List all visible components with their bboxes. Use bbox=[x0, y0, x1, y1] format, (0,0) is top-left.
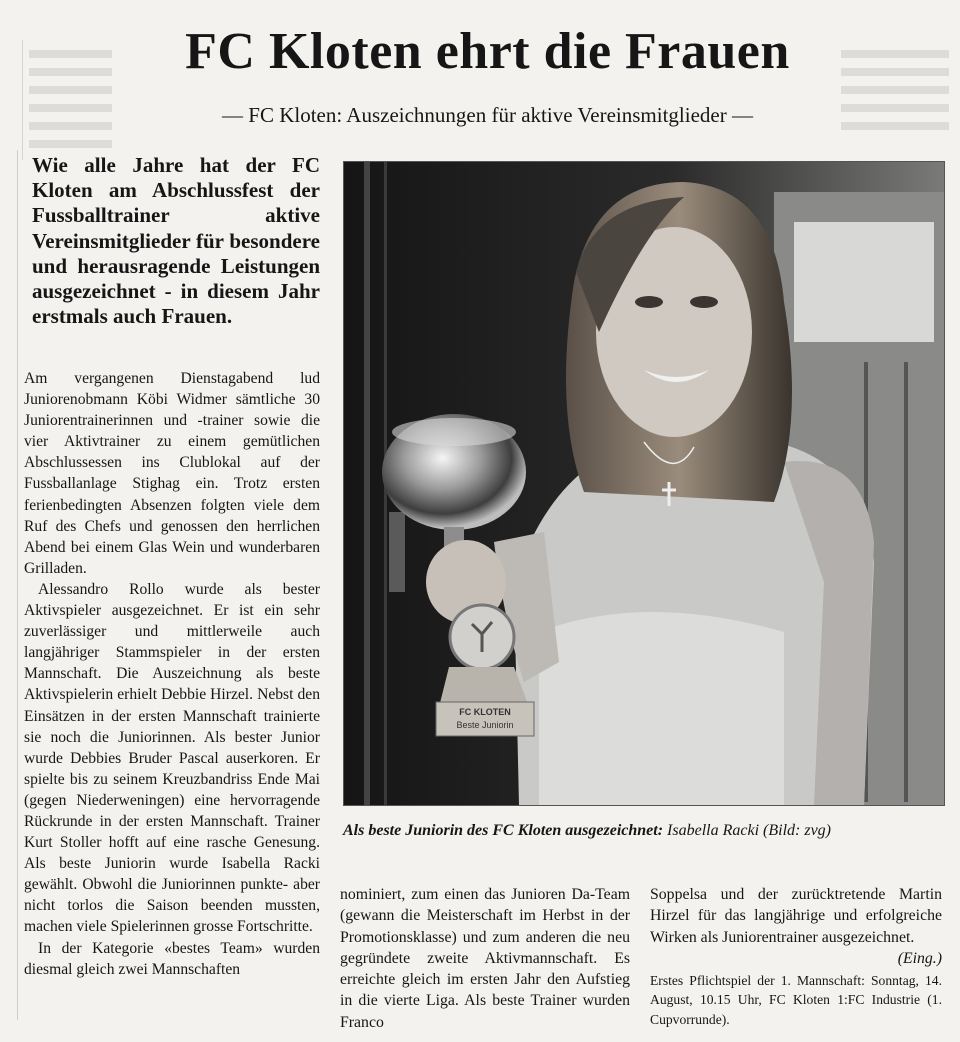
match-note: Erstes Pflichtspiel der 1. Mannschaft: Sonntag, 14. August, 10.15 Uhr, FC Kloten 1:FC Industrie (1. Cupvorrunde). bbox=[650, 973, 942, 1027]
caption-credit: Isabella Racki (Bild: zvg) bbox=[663, 822, 831, 839]
trophy-plate-line1: FC KLOTEN bbox=[459, 707, 511, 717]
article-subheadline: — FC Kloten: Auszeichnungen für aktive Vereinsmitglieder — bbox=[222, 103, 753, 127]
trophy-plate-line2: Beste Juniorin bbox=[456, 720, 514, 730]
article-lead: Wie alle Jahre hat der FC Kloten am Abschlussfest der Fussballtrainer aktive Vereinsmitglieder für besondere und herausragende Leistungen ausgezeichnet - in diesem Jahr erstmals auch Frauen. bbox=[32, 153, 320, 329]
body-paragraph: Am vergangenen Dienstagabend lud Juniorenobmann Köbi Widmer sämtliche 30 Juniorentrainerinnen und -trainer sowie die vier Aktivtrainer zu einem gemütlichen Abschlussessen ins Clublokal auf der Fussballanlage Stighag ein. Trotz ersten ferienbedingten Absenzen folgten viele dem Ruf des Chefs und genossen den herrlichen Abend bei einem Glas Wein und wunderbaren Grilladen. bbox=[24, 370, 320, 577]
photo-illustration bbox=[344, 162, 944, 805]
article-headline: FC Kloten ehrt die Frauen bbox=[185, 23, 790, 80]
article-photo bbox=[343, 161, 945, 806]
caption-lead: Als beste Juniorin des FC Kloten ausgezeichnet: bbox=[343, 822, 664, 839]
body-paragraph: Alessandro Rollo wurde als bester Aktivspieler ausgezeichnet. Er ist ein sehr zuverlässiger und mittlerweile auch langjähriger Stammspieler in der ersten Mannschaft. Die Auszeichnung als beste Aktivspielerin erhielt Debbie Hirzel. Nebst den Einsätzen in der ersten Mannschaft trainierte sie noch die Juniorinnen. Als bester Junior wurde Debbies Bruder Pascal auserkoren. Er spielte bis zu seinem Kreuzbandriss Ende Mai (gegen Niederweningen) eine hervorragende Rückrunde in der ersten Mannschaft. Trainer Kurt Stoller hofft auf eine rasche Genesung. Als beste Juniorin wurde Isabella Racki gewählt. Obwohl die Juniorinnen punkte- aber nicht torlos die Saison beenden mussten, machen viele Spielerinnen grosse Fortschritte. bbox=[24, 580, 320, 936]
photo-caption bbox=[343, 822, 948, 840]
body-paragraph: In der Kategorie «bestes Team» wurden diesmal gleich zwei Mannschaften bbox=[24, 939, 320, 978]
article-body-column-1 bbox=[24, 368, 320, 980]
article-body-column-2: nominiert, zum einen das Junioren Da-Team (gewann die Meisterschaft im Herbst in der Promotionsklasse) und zum anderen die neu gegründete zweite Aktivmannschaft. Es erreichte gleich im ersten Jahr den Aufstieg in die vierte Liga. Als beste Trainer wurden Franco bbox=[340, 886, 630, 1031]
column-rule bbox=[17, 150, 18, 1020]
column-3-text: Soppelsa und der zurücktretende Martin Hirzel für das langjährige und erfolgreiche Wirken als Juniorentrainer ausgezeichnet. bbox=[650, 886, 942, 946]
article-body-column-3 bbox=[650, 884, 942, 969]
article-signature: (Eing.) bbox=[897, 949, 942, 967]
